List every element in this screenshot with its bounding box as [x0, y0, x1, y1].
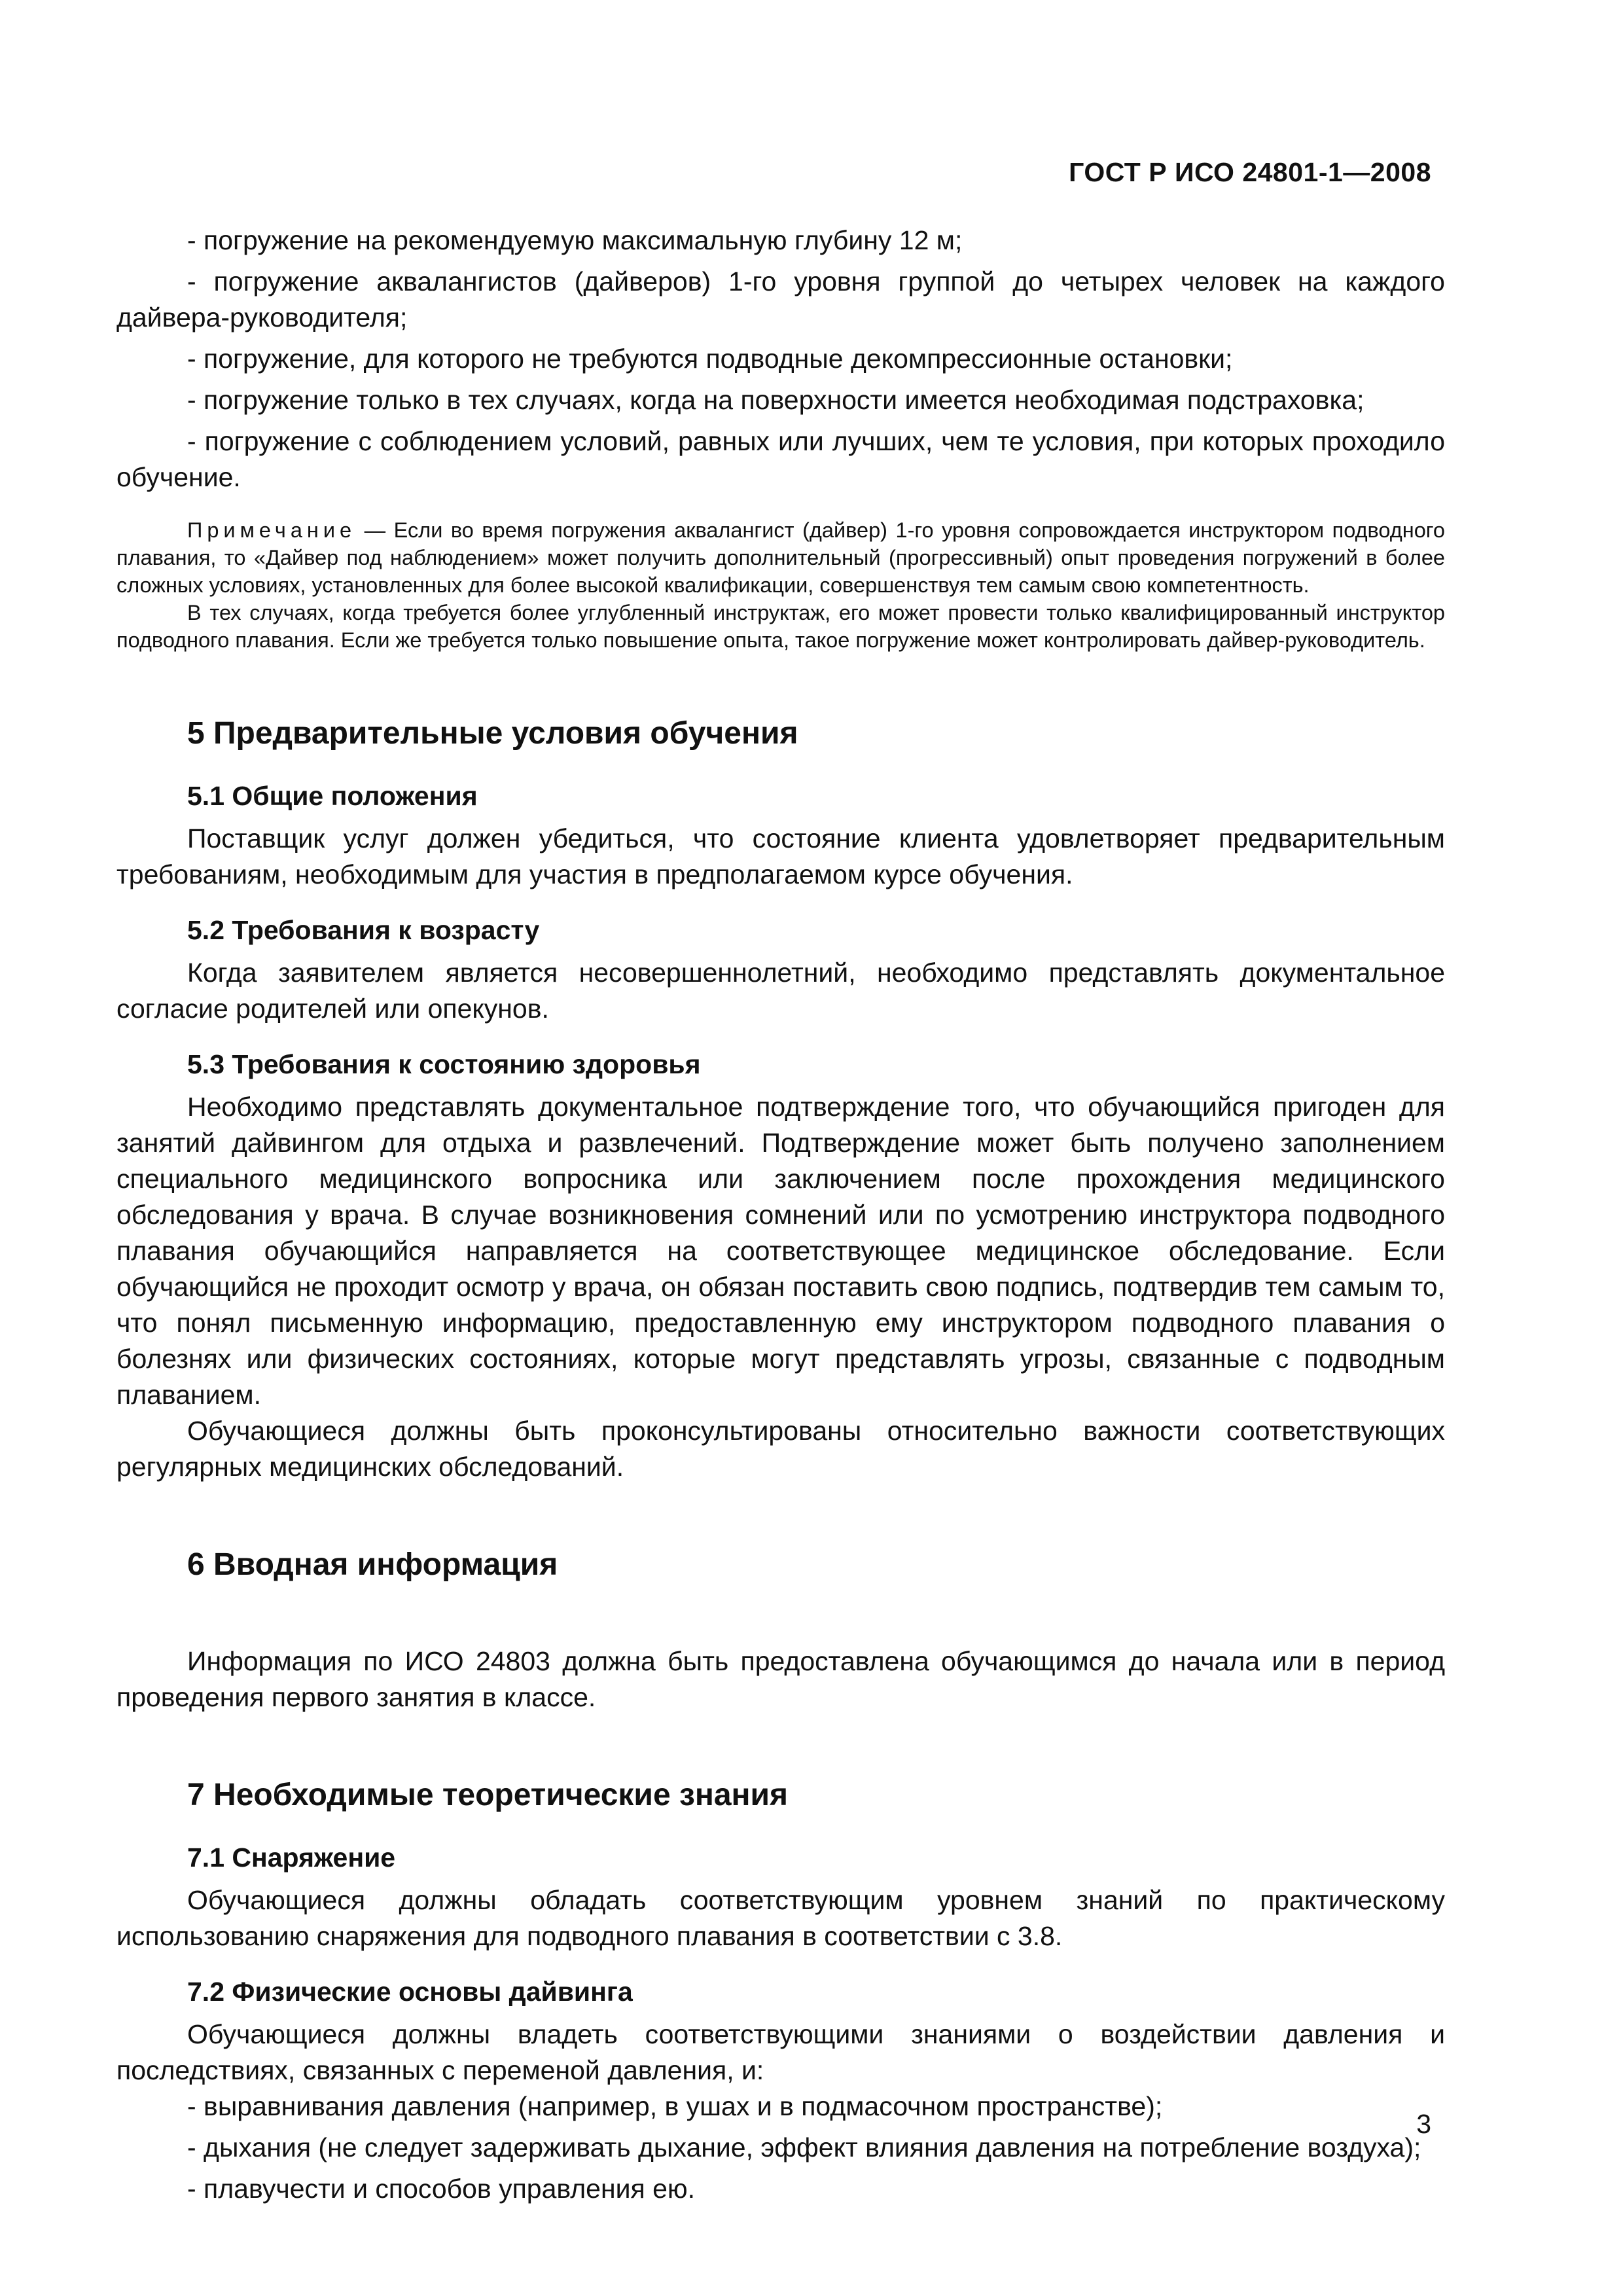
section-7-2-list [116, 2089, 1445, 2207]
note-label: Примечание [187, 518, 357, 542]
list-item: - дыхания (не следует задерживать дыхание, эффект влияния давления на потребление воздуха); [187, 2132, 1421, 2162]
list-item: - погружение, для которого не требуются подводные декомпрессионные остановки; [187, 344, 1233, 374]
section-7-title: 7 Необходимые теоретические знания [187, 1778, 789, 1812]
list-item: - плавучести и способов управления ею. [187, 2174, 696, 2204]
list-item: - погружение на рекомендуемую максимальную глубину 12 м; [187, 225, 963, 255]
page-content [116, 223, 1445, 2212]
standard-code-header: ГОСТ Р ИСО 24801-1—2008 [1069, 157, 1431, 187]
section-6-title: 6 Вводная информация [187, 1547, 558, 1582]
section-7-2-title: 7.2 Физические основы дайвинга [187, 1977, 633, 2007]
note-paragraph-2: В тех случаях, когда требуется более углубленный инструктаж, его может провести только квалифицированный инструктор подводного плавания. Если же требуется только повышение опыта, такое погружение может контролировать дайвер-руководитель. [116, 601, 1445, 652]
list-item: - погружение аквалангистов (дайверов) 1-го уровня группой до четырех человек на каждого дайвера-руководителя; [116, 266, 1445, 332]
section-5-3-text-1: Необходимо представлять документальное подтверждение того, что обучающийся пригоден для занятий дайвингом для отдыха и развлечений. Подтверждение может быть получено заполнением специального медицинского вопросника или заключением после прохождения медицинского обследования у врача. В случае возникновения сомнений или по усмотрению инструктора подводного плавания обучающийся направляется на соответствующее медицинское обследование. Если обучающийся не проходит осмотр у врача, он обязан поставить свою подпись, подтвердив тем самым то, что понял письменную информацию, предоставленную ему инструктором подводного плавания о болезнях или физических состояниях, которые могут представлять угрозы, связанные с подводным плаванием. [116, 1092, 1445, 1410]
section-7-1-title: 7.1 Снаряжение [187, 1842, 396, 1873]
list-item: - выравнивания давления (например, в ушах и в подмасочном пространстве); [187, 2091, 1163, 2121]
intro-list [116, 223, 1445, 495]
section-5-3-text-2: Обучающиеся должны быть проконсультированы относительно важности соответствующих регулярных медицинских обследований. [116, 1416, 1445, 1482]
page-number: 3 [1416, 2109, 1431, 2139]
list-item: - погружение только в тех случаях, когда на поверхности имеется необходимая подстраховка; [187, 385, 1364, 415]
section-5-2-text: Когда заявителем является несовершеннолетний, необходимо представлять документальное согласие родителей или опекунов. [116, 958, 1445, 1024]
note-text-1: — Если во время погружения аквалангист (дайвер) 1-го уровня сопровождается инструктором подводного плавания, то «Дайвер под наблюдением» может получить дополнительный (прогрессивный) опыт проведения погружений в более сложных условиях, установленных для более высокой квалификации, совершенствуя тем самым свою компетентность. [116, 518, 1445, 597]
list-item: - погружение с соблюдением условий, равных или лучших, чем те условия, при которых проходило обучение. [116, 426, 1445, 492]
section-5-1-title: 5.1 Общие положения [187, 781, 478, 811]
section-5-3-title: 5.3 Требования к состоянию здоровья [187, 1049, 701, 1079]
section-5-2-title: 5.2 Требования к возрасту [187, 915, 540, 945]
note-paragraph-1 [116, 516, 1445, 599]
section-5-1-text: Поставщик услуг должен убедиться, что состояние клиента удовлетворяет предварительным требованиям, необходимым для участия в предполагаемом курсе обучения. [116, 823, 1445, 889]
section-6-text: Информация по ИСО 24803 должна быть предоставлена обучающимся до начала или в период проведения первого занятия в классе. [116, 1646, 1445, 1712]
section-7-1-text: Обучающиеся должны обладать соответствующим уровнем знаний по практическому использованию снаряжения для подводного плавания в соответствии с 3.8. [116, 1885, 1445, 1951]
section-7-2-text: Обучающиеся должны владеть соответствующими знаниями о воздействии давления и последствиях, связанных с переменой давления, и: [116, 2019, 1445, 2085]
section-5-title: 5 Предварительные условия обучения [187, 716, 798, 751]
note-block [116, 516, 1445, 654]
